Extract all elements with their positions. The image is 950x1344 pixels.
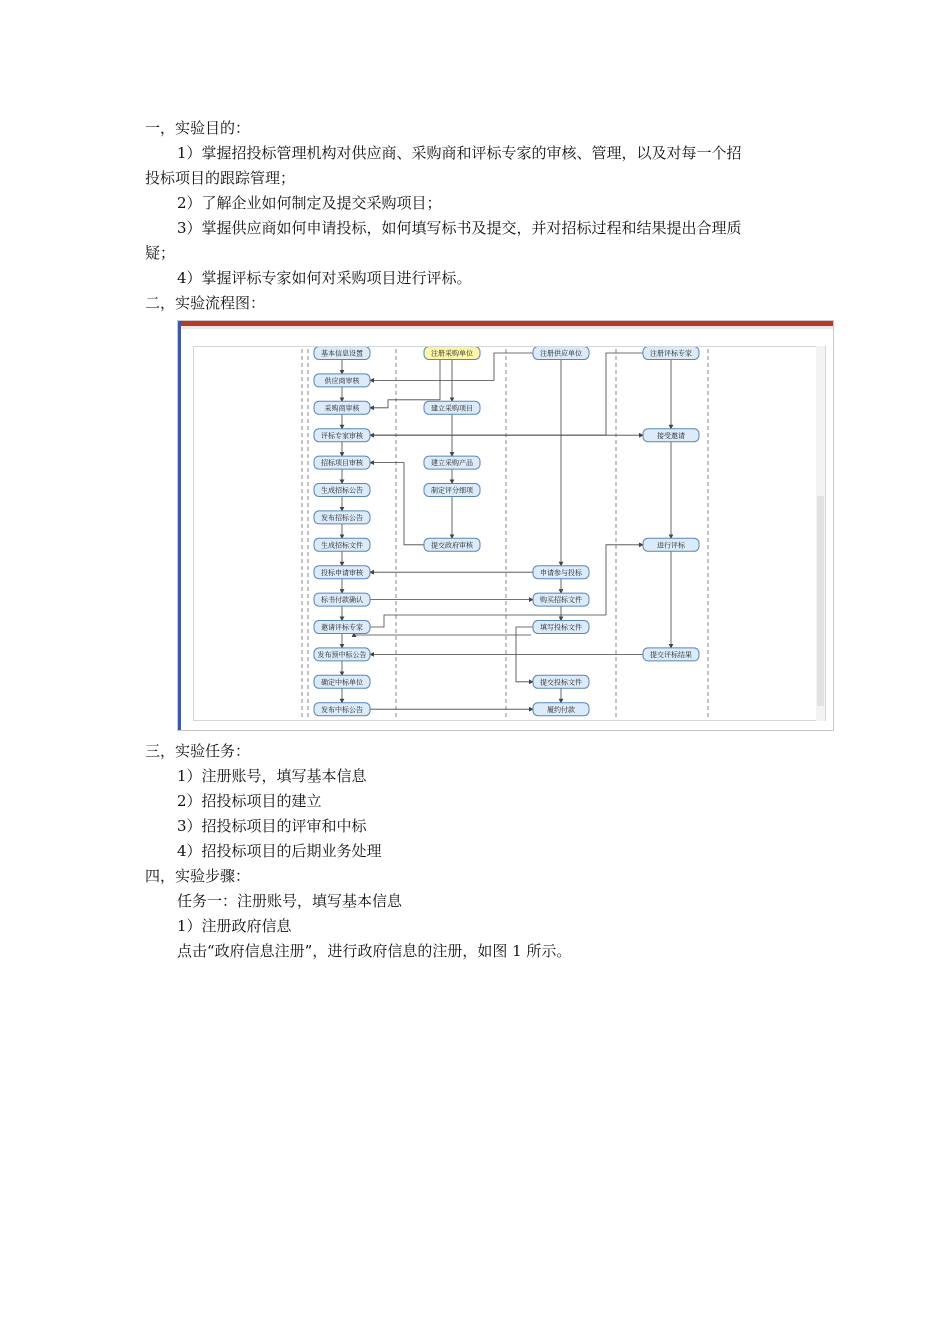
flow-node [643, 648, 699, 661]
flow-node-label: 基本信息设置 [321, 349, 363, 358]
task-item-4: 4）招投标项目的后期业务处理 [177, 842, 382, 860]
flow-node [314, 374, 370, 387]
steps-sub-1: 1）注册政府信息 [177, 917, 292, 935]
flow-node [314, 703, 370, 716]
purpose-item-3-cont: 疑； [145, 244, 176, 262]
flow-node-label: 注册评标专家 [650, 349, 692, 358]
purpose-item-1-cont: 投标项目的跟踪管理； [145, 169, 296, 187]
flow-node [643, 538, 699, 551]
flow-node-label: 评标专家审核 [321, 431, 363, 440]
flow-node [314, 484, 370, 497]
flow-node [533, 621, 589, 634]
flow-node [533, 593, 589, 606]
flow-node-label: 履约付款 [547, 705, 575, 714]
figure-left-bar [178, 321, 181, 730]
flow-node [314, 511, 370, 524]
flow-node-label: 采购商审核 [324, 404, 360, 413]
flow-edge [370, 359, 440, 408]
flow-node-label: 邀请评标专家 [321, 623, 363, 632]
flow-node [314, 401, 370, 414]
flow-node [424, 484, 480, 497]
flow-node-label: 发布中标公告 [321, 705, 363, 714]
flow-node-label: 建立采购产品 [431, 459, 473, 468]
steps-task-1: 任务一：注册账号，填写基本信息 [177, 892, 403, 910]
flow-node [314, 566, 370, 579]
flow-edge [354, 633, 531, 635]
flow-node-label: 接受邀请 [657, 431, 685, 440]
flow-node-label: 填写投标文件 [540, 623, 582, 632]
flow-node-label: 提交评标结果 [650, 651, 692, 659]
flow-node-label: 生成招标文件 [321, 541, 363, 550]
flow-node [314, 675, 370, 688]
flow-edge [370, 545, 643, 627]
flow-node-label: 注册供应单位 [540, 349, 582, 358]
heading-steps: 四，实验步骤： [145, 867, 251, 885]
purpose-item-1: 1）掌握招投标管理机构对供应商、采购商和评标专家的审核、管理，以及对每一个招 [177, 144, 742, 162]
purpose-item-2: 2）了解企业如何制定及提交采购项目； [177, 194, 442, 212]
flow-node [533, 347, 589, 360]
flowchart-canvas [193, 346, 826, 721]
flow-node-label: 制定评分细项 [431, 486, 473, 495]
flow-node-label: 投标申请审核 [321, 568, 363, 577]
flow-node [314, 648, 370, 661]
flow-node-label: 发布招标公告 [321, 514, 363, 522]
flow-node-label: 确定中标单位 [321, 678, 363, 687]
flow-node-label: 建立采购项目 [431, 404, 473, 413]
flow-node [424, 456, 480, 469]
flow-node-label: 注册采购单位 [431, 349, 473, 358]
flow-node [533, 675, 589, 688]
flow-node-label: 提交政府审核 [431, 541, 473, 550]
flow-node [314, 347, 370, 360]
flow-node [314, 621, 370, 634]
flow-node-label: 购买招标文件 [540, 596, 582, 605]
task-item-2: 2）招投标项目的建立 [177, 792, 322, 810]
flow-node-label: 标书付款确认 [321, 596, 363, 605]
flow-node [424, 347, 480, 360]
flow-node [314, 456, 370, 469]
flow-node [424, 401, 480, 414]
figure-top-band [178, 326, 833, 329]
scrollbar-thumb[interactable] [817, 496, 824, 706]
figure-scrollbar[interactable] [816, 346, 825, 721]
heading-tasks: 三，实验任务： [145, 742, 251, 760]
flow-edge [370, 463, 424, 545]
flow-node [424, 538, 480, 551]
task-item-1: 1）注册账号，填写基本信息 [177, 767, 367, 785]
flow-node-label: 招标项目审核 [321, 459, 363, 468]
flow-node-label: 进行评标 [657, 541, 685, 550]
flow-node [314, 429, 370, 442]
flow-node [314, 538, 370, 551]
flow-node [533, 703, 589, 716]
flow-node-label: 提交投标文件 [540, 678, 582, 687]
purpose-item-3: 3）掌握供应商如何申请投标，如何填写标书及提交，并对招标过程和结果提出合理质 [177, 219, 742, 237]
flow-node-label: 供应商审核 [324, 377, 360, 385]
flow-node-label: 生成招标公告 [321, 486, 363, 495]
flowchart-svg [194, 347, 825, 720]
flow-node [533, 566, 589, 579]
flow-node-label: 发布预中标公告 [317, 651, 367, 659]
heading-purpose: 一，实验目的： [145, 119, 251, 137]
heading-flow: 二，实验流程图： [145, 294, 266, 312]
purpose-item-4: 4）掌握评标专家如何对采购项目进行评标。 [177, 269, 472, 287]
flow-node [643, 429, 699, 442]
flow-node [643, 347, 699, 360]
flow-node-label: 申请参与投标 [540, 568, 582, 577]
flow-node [314, 593, 370, 606]
steps-description: 点击“政府信息注册”，进行政府信息的注册，如图 1 所示。 [177, 942, 572, 960]
flowchart-figure [177, 320, 834, 731]
task-item-3: 3）招投标项目的评审和中标 [177, 817, 367, 835]
